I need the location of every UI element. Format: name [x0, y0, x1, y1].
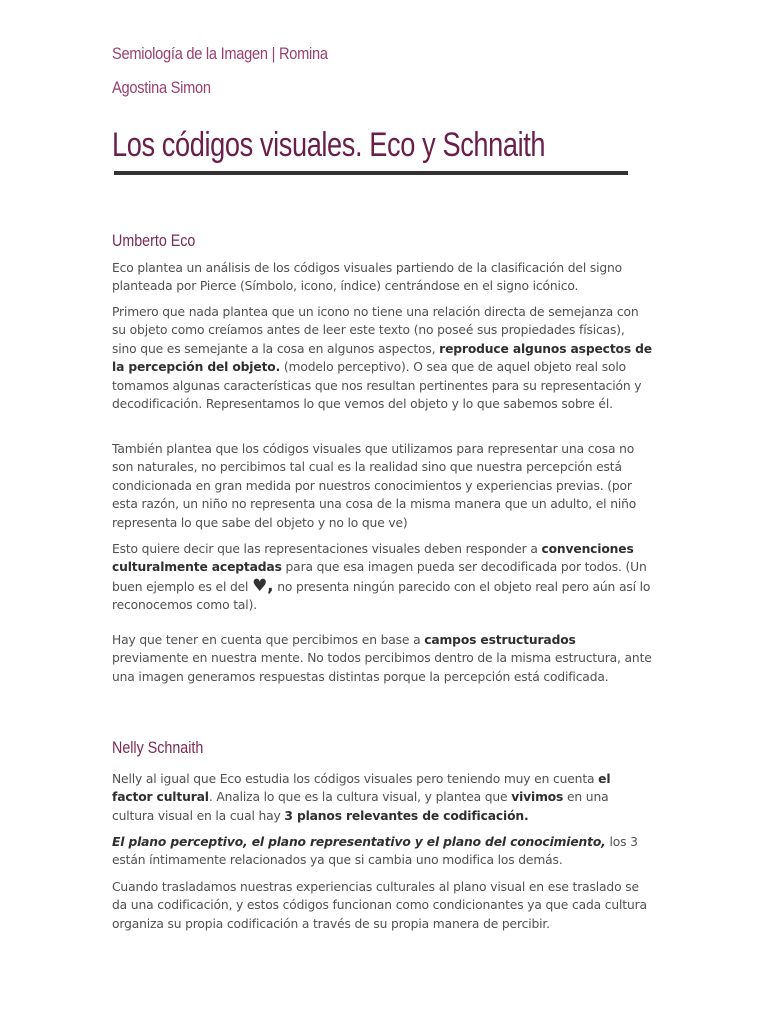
paragraph: [112, 833, 652, 870]
page-title: Los códigos visuales. Eco y Schnaith: [112, 126, 546, 164]
bold-text: 3 planos relevantes de codificación.: [284, 808, 529, 823]
heart-symbol: ♥,: [252, 575, 274, 596]
paragraph: [112, 631, 652, 686]
text-run: Primero que nada plantea que un icono no tiene una relación directa de semejanza con su objeto como creíamos antes de leer este texto (no poseé sus propiedades físicas), sino que es semejante a la cosa en algunos aspectos,: [112, 305, 639, 356]
bold-text: el factor cultural: [112, 772, 611, 805]
text-run: . Analiza lo que es la cultura visual, y plantea que: [208, 790, 512, 805]
text-run: previamente en nuestra mente. No todos percibimos dentro de la misma estructura, ante una imagen generamos respuestas distintas porque la percepción está codificada.: [112, 651, 652, 684]
paragraph: [112, 259, 652, 296]
bold-text: convenciones culturalmente aceptadas: [112, 542, 634, 575]
text-run: Eco plantea un análisis de los códigos visuales partiendo de la clasificación del signo planteada por Pierce (Símbolo, icono, índice) centrándose en el signo icónico.: [112, 261, 623, 294]
bold-text: reproduce algunos aspectos de la percepción del objeto.: [112, 341, 652, 375]
text-run: También plantea que los códigos visuales que utilizamos para representar una cosa no son naturales, no percibimos tal cual es la realidad sino que nuestra percepción está condicionada en gran medida por nuestros conocimientos y experiencias previas. (por esta razón, un niño no representa una cosa de la misma manera que un adulto, el niño representa lo que sabe del objeto y no lo que ve): [112, 442, 637, 530]
paragraph: [112, 440, 652, 532]
text-run: no presenta ningún parecido con el objeto real pero aún así lo reconocemos como tal).: [112, 579, 651, 613]
section-heading-eco: Umberto Eco: [112, 231, 196, 250]
paragraph: [112, 303, 652, 413]
bold-text: campos estructurados: [424, 633, 576, 647]
author-line-1: Semiología de la Imagen | Romina: [112, 44, 328, 63]
paragraph: [112, 540, 652, 615]
paragraph: [112, 878, 652, 933]
text-run: los 3 están íntimamente relacionados ya que si cambia uno modifica los demás.: [112, 835, 638, 868]
text-run: en una cultura visual en la cual hay: [112, 790, 609, 823]
paragraph: [112, 770, 652, 825]
author-line-2: Agostina Simon: [112, 78, 211, 97]
text-run: Esto quiere decir que las representaciones visuales deben responder a: [112, 542, 542, 556]
text-run: para que esa imagen pueda ser decodificada por todos. (Un buen ejemplo es el del: [112, 560, 647, 594]
text-run: (modelo perceptivo). O sea que de aquel objeto real solo tomamos algunas características que nos resultan pertinentes para su representación y decodificación. Representamos lo que vemos del objeto y lo que sabemos sobre él.: [112, 360, 642, 412]
text-run: Hay que tener en cuenta que percibimos en base a: [112, 633, 425, 647]
text-run: Nelly al igual que Eco estudia los códigos visuales pero teniendo muy en cuenta: [112, 772, 599, 786]
title-divider: [114, 171, 628, 175]
bold-text: vivimos: [511, 790, 564, 805]
text-run: Cuando trasladamos nuestras experiencias culturales al plano visual en ese traslado se da una codificación, y estos códigos funcionan como condicionantes ya que cada cultura organiza su propia codificación a través de su propia manera de percibir.: [112, 880, 647, 931]
section-heading-schnaith: Nelly Schnaith: [112, 738, 204, 757]
emphasis-text: El plano perceptivo, el plano representativo y el plano del conocimiento,: [112, 835, 606, 849]
